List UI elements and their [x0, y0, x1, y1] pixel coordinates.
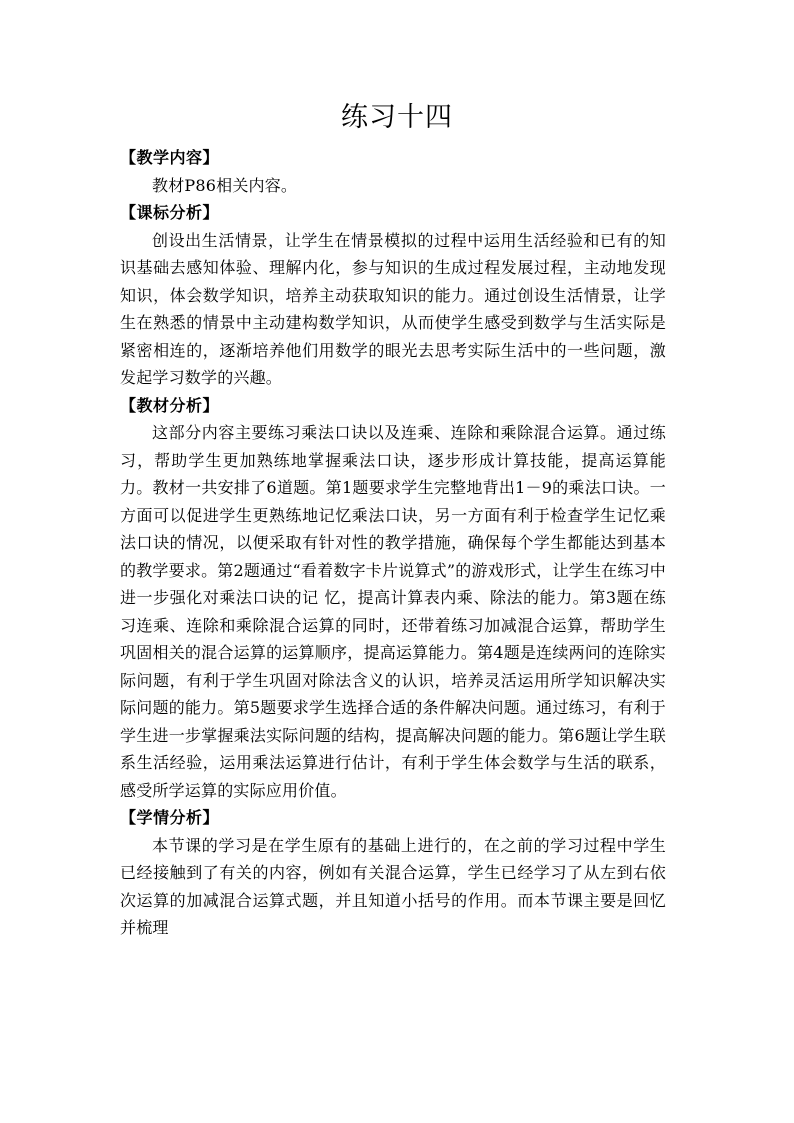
document-body [120, 144, 666, 942]
section-paragraph-student-analysis: 本节课的学习是在学生原有的基础上进行的，在之前的学习过程中学生已经接触到了有关的内容，例如有关混合运算，学生已经学习了从左到右依次运算的加减混合运算式题，并且知道小括号的作用。而本节课主要是回忆并梳理 [120, 835, 666, 937]
page-title: 练习十四 [341, 102, 453, 133]
section-heading-curriculum-analysis: 【课标分析】 [120, 203, 220, 222]
section-heading-student-analysis: 【学情分析】 [120, 808, 220, 827]
section-heading-teaching-content: 【教学内容】 [120, 148, 220, 167]
section-paragraph-curriculum-analysis: 创设出生活情景，让学生在情景模拟的过程中运用生活经验和已有的知识基础去感知体验、理解内化，参与知识的生成过程发展过程，主动地发现知识，体会数学知识，培养主动获取知识的能力。通过创设生活情景，让学生在熟悉的情景中主动建构数学知识，从而使学生感受到数学与生活实际是紧密相连的，逐渐培养他们用数学的眼光去思考实际生活中的一些问题，激发起学习数学的兴趣。 [120, 230, 666, 387]
section-paragraph-teaching-content: 教材P86相关内容。 [152, 175, 298, 195]
section-heading-textbook-analysis: 【教材分析】 [120, 395, 220, 415]
section-paragraph-textbook-analysis: 这部分内容主要练习乘法口诀以及连乘、连除和乘除混合运算。通过练习，帮助学生更加熟练地掌握乘法口诀，逐步形成计算技能，提高运算能力。教材一共安排了6道题。第1题要求学生完整地背出1－9的乘法口诀。一方面可以促进学生更熟练地记忆乘法口诀，另一方面有利于检查学生记忆乘法口诀的情况，以便采取有针对性的教学措施，确保每个学生都能达到基本的教学要求。第2题通过“看着数字卡片说算式”的游戏形式，让学生在练习中进一步强化对乘法口诀的记 忆，提高计算表内乘、除法的能力。第3题在练习连乘、连除和乘除混合运算的同时，还带着练习加减混合运算，帮助学生巩固相关的混合运算的运算顺序，提高运算能力。第4题是连续两问的连除实际问题，有利于学生巩固对除法含义的认识，培养灵活运用所学知识解决实际问题的能力。第5题要求学生选择合适的条件解决问题。通过练习，有利于学生进一步掌握乘法实际问题的结构，提高解决问题的能力。第6题让学生联系生活经验，运用乘法运算进行估计，有利于学生体会数学与生活的联系，感受所学运算的实际应用价值。 [120, 423, 666, 800]
